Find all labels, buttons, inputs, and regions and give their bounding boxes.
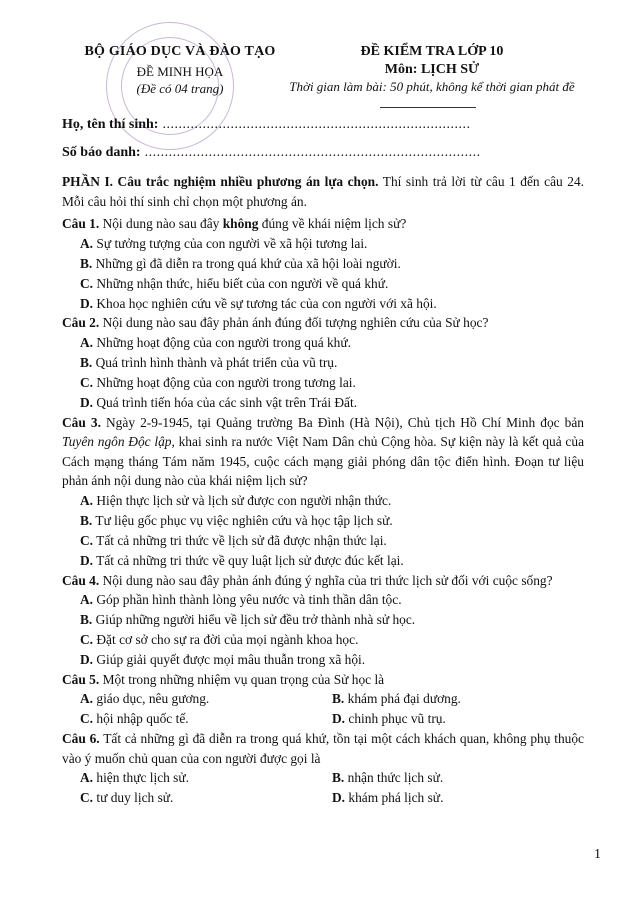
options-row [80, 788, 584, 808]
option-a: A. hiện thực lịch sử. [80, 770, 190, 786]
option-d: D. Quá trình tiến hóa của các sinh vật trên Trái Đất. [80, 394, 358, 410]
option-d: D. khám phá lịch sử. [332, 790, 444, 806]
option-c: C. Những nhận thức, hiểu biết của con người về quá khứ. [80, 275, 389, 291]
option-d: D. chinh phục vũ trụ. [332, 711, 446, 727]
option-a: A. Góp phần hình thành lòng yêu nước và tinh thần dân tộc. [80, 592, 402, 608]
option-d: D. Giúp giải quyết được mọi mâu thuẫn trong xã hội. [80, 651, 366, 667]
ministry-name: BỘ GIÁO DỤC VÀ ĐÀO TẠO [84, 44, 276, 59]
exam-title: ĐỀ KIỂM TRA LỚP 10 [360, 44, 504, 59]
question-text: Nội dung nào sau đây [99, 216, 223, 232]
part1-instruction: Thí sinh trả lời từ câu 1 đến câu 24. Mỗi câu hỏi thí sinh chỉ chọn một phương án. [62, 174, 584, 209]
document-title: Tuyên ngôn Độc lập, [62, 434, 175, 450]
option-b: B. Giúp những người hiểu về lịch sử đều trở thành nhà sử học. [80, 612, 416, 628]
sample-label: ĐỀ MINH HỌA [136, 64, 224, 79]
name-dots: ............................................................................. [158, 117, 471, 132]
candidate-id-field [62, 145, 481, 161]
option-c: C. Tất cả những tri thức về lịch sử đã được nhận thức lại. [80, 532, 387, 548]
exam-body [62, 172, 584, 808]
question-text: đúng về khái niệm lịch sử? [258, 216, 407, 232]
part1-heading [62, 172, 584, 211]
option-b: B. Những gì đã diễn ra trong quá khứ của xã hội loài người. [80, 255, 401, 271]
option-b: B. Quá trình hình thành và phát triển của vũ trụ. [80, 354, 338, 370]
name-label: Họ, tên thí sinh: [62, 117, 159, 132]
options-row [80, 689, 584, 709]
question-6 [62, 729, 584, 768]
id-label: Số báo danh: [62, 145, 141, 160]
option-c: C. tư duy lịch sử. [80, 790, 174, 806]
option-a: A. Hiện thực lịch sử và lịch sử được con người nhận thức. [80, 493, 392, 508]
option-b: B. nhận thức lịch sử. [332, 770, 444, 786]
part1-title: PHẦN I. Câu trắc nghiệm nhiều phương án lựa chọn. [62, 174, 379, 189]
question-1 [62, 214, 584, 234]
question-number: Câu 4. [62, 572, 100, 588]
question-text: Một trong những nhiệm vụ quan trọng của Sử học là [99, 671, 385, 687]
question-5 [62, 670, 584, 690]
question-text: Nội dung nào sau đây phản ánh đúng đối tượng nghiên cứu của Sử học? [99, 315, 489, 331]
question-text: Nội dung nào sau đây phản ánh đúng ý nghĩa của tri thức lịch sử đối với cuộc sống? [99, 572, 553, 588]
header-right [282, 44, 582, 95]
option-b: B. Tư liệu gốc phục vụ việc nghiên cứu và học tập lịch sử. [80, 512, 393, 528]
question-number: Câu 2. [62, 315, 100, 331]
question-text: Tất cả những gì đã diễn ra trong quá khứ, tồn tại một cách khách quan, không phụ thuộc vào ý muốn chủ quan của con người được gọi là [62, 731, 584, 766]
option-a: A. giáo dục, nêu gương. [80, 691, 210, 707]
subject-label: Môn: LỊCH SỬ [384, 62, 480, 77]
option-c: C. hội nhập quốc tế. [80, 711, 189, 727]
option-a: A. Sự tưởng tượng của con người về xã hội tương lai. [80, 235, 368, 251]
question-emphasis: không [222, 216, 259, 232]
question-3 [62, 413, 584, 491]
question-text: Ngày 2-9-1945, tại Quảng trường Ba Đình (Hà Nội), Chủ tịch Hồ Chí Minh đọc bản [100, 414, 584, 430]
option-a: A. Những hoạt động của con người trong quá khứ. [80, 335, 351, 350]
option-b: B. khám phá đại dương. [332, 691, 461, 707]
option-c: C. Đặt cơ sở cho sự ra đời của mọi ngành khoa học. [80, 632, 359, 648]
page-number: 1 [594, 847, 601, 862]
options-row [80, 768, 584, 788]
question-number: Câu 3. [62, 414, 101, 430]
header-divider [380, 107, 476, 108]
question-2 [62, 313, 584, 333]
question-number: Câu 1. [62, 216, 100, 232]
question-number: Câu 6. [62, 731, 100, 747]
header-left [80, 44, 280, 97]
id-dots: .................................................................................... [140, 145, 481, 160]
time-note: Thời gian làm bài: 50 phút, không kể thời gian phát đề [289, 79, 575, 94]
question-number: Câu 5. [62, 671, 100, 687]
option-d: D. Tất cả những tri thức về quy luật lịch sử được đúc kết lại. [80, 552, 404, 568]
options-row [80, 709, 584, 729]
question-4 [62, 571, 584, 591]
page-count-note: (Đề có 04 trang) [136, 81, 224, 96]
question-text: khai sinh ra nước Việt Nam Dân chủ Cộng hòa. Sự kiện này là kết quả của Cách mạng tháng Tám năm 1945, cuộc cách mạng giải phóng dân tộc điển hình. Đoạn tư liệu phản ánh nội dung nào của khái niệm lịch sử? [62, 434, 585, 489]
option-d: D. Khoa học nghiên cứu về sự tương tác của con người với xã hội. [80, 295, 437, 311]
option-c: C. Những hoạt động của con người trong tương lai. [80, 374, 356, 390]
candidate-name-field [62, 117, 470, 133]
